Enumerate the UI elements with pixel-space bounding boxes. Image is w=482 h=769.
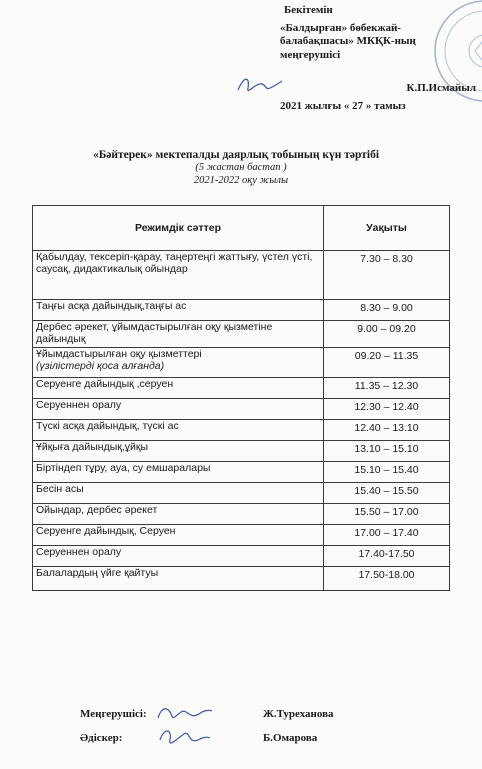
table-row <box>33 546 450 567</box>
signature-name-2: Б.Омарова <box>263 732 318 744</box>
time-cell: 11.35 – 12.30 <box>324 378 450 399</box>
director-signature-icon <box>234 72 284 98</box>
table-row <box>33 300 450 321</box>
time-cell: 12.40 – 13.10 <box>324 420 450 441</box>
time-cell: 09.20 – 11.35 <box>324 348 450 378</box>
time-cell: 17.50-18.00 <box>324 567 450 591</box>
column-header-activity: Режимдік сәттер <box>33 206 324 251</box>
activity-text: Серуеннен оралу <box>36 546 122 558</box>
activity-text: Серуенге дайындық, Серуен <box>36 525 176 537</box>
document-heading <box>0 148 482 187</box>
approval-date: 2021 жылғы « 27 » тамыз <box>280 100 406 112</box>
activity-cell <box>33 441 324 462</box>
approval-line-2: «Балдырған» бөбекжай- <box>280 21 401 34</box>
document-title: «Бәйтерек» мектепалды даярлық тобының күн тәртібі <box>92 149 380 161</box>
schedule-body <box>33 251 450 591</box>
table-row <box>33 378 450 399</box>
approval-line-1: Бекітемін <box>284 4 333 16</box>
table-row <box>33 321 450 348</box>
activity-cell <box>33 378 324 399</box>
activity-text: Ұйымдастырылған оқу қызметтері <box>36 348 202 360</box>
signature-row-1 <box>80 708 400 732</box>
time-cell: 17.40-17.50 <box>324 546 450 567</box>
signature-name-1: Ж.Туреханова <box>263 708 334 720</box>
time-cell: 13.10 – 15.10 <box>324 441 450 462</box>
table-row <box>33 420 450 441</box>
table-row <box>33 399 450 420</box>
activity-cell <box>33 567 324 591</box>
table-row <box>33 348 450 378</box>
activity-cell <box>33 399 324 420</box>
activity-text: Қабылдау, тексеріп-қарау, таңертеңгі жаттығу, үстел үсті, саусақ, дидактикалық ойындар <box>36 251 313 275</box>
table-row <box>33 504 450 525</box>
table-row <box>33 441 450 462</box>
activity-cell <box>33 525 324 546</box>
age-subtitle: (5 жастан бастап ) <box>195 162 287 173</box>
time-cell: 17.00 – 17.40 <box>324 525 450 546</box>
signature-2-icon <box>154 726 214 750</box>
activity-cell <box>33 348 324 378</box>
signatures-footer <box>80 708 400 756</box>
time-cell: 15.40 – 15.50 <box>324 483 450 504</box>
activity-note: (үзілістерді қоса алғанда) <box>36 360 165 372</box>
activity-text: Дербес әрекет, ұйымдастырылған оқу қызметіне дайындық <box>36 321 273 345</box>
activity-cell <box>33 300 324 321</box>
column-header-time: Уақыты <box>324 206 450 251</box>
activity-cell <box>33 483 324 504</box>
table-row <box>33 483 450 504</box>
table-header-row <box>33 206 450 251</box>
approval-block <box>280 4 478 112</box>
activity-cell <box>33 420 324 441</box>
time-cell: 15.10 – 15.40 <box>324 462 450 483</box>
schedule-table <box>32 205 450 591</box>
activity-cell <box>33 504 324 525</box>
table-row <box>33 567 450 591</box>
signature-role-2: Әдіскер: <box>80 732 123 744</box>
activity-text: Ұйқыға дайындық,ұйқы <box>36 441 149 453</box>
time-cell: 12.30 – 12.40 <box>324 399 450 420</box>
time-cell: 7.30 – 8.30 <box>324 251 450 300</box>
activity-text: Түскі асқа дайындық, түскі ас <box>36 420 179 432</box>
approval-line-4: меңгерушісі <box>280 48 341 61</box>
activity-text: Бесін асы <box>36 483 84 495</box>
activity-text: Біртіндеп тұру, ауа, су емшаралары <box>36 462 211 474</box>
activity-cell <box>33 546 324 567</box>
table-row <box>33 462 450 483</box>
signature-1-icon <box>154 702 214 726</box>
activity-text: Ойындар, дербес әрекет <box>36 504 158 516</box>
approver-name: К.П.Исмайыл <box>406 82 476 94</box>
year-subtitle: 2021-2022 оқу жылы <box>193 174 289 186</box>
activity-text: Серуенге дайындық ,серуен <box>36 378 174 390</box>
activity-text: Серуеннен оралу <box>36 399 122 411</box>
activity-cell <box>33 251 324 300</box>
activity-cell <box>33 462 324 483</box>
signature-row-2 <box>80 732 400 756</box>
approval-line-3: балабақшасы» МКҚК-ның <box>280 35 416 47</box>
table-row <box>33 525 450 546</box>
time-cell: 8.30 – 9.00 <box>324 300 450 321</box>
activity-text: Балалардың үйге қайтуы <box>36 567 159 579</box>
table-row <box>33 251 450 300</box>
signature-role-1: Меңгерушісі: <box>80 708 147 720</box>
activity-text: Таңғы асқа дайындық,таңғы ас <box>36 300 187 312</box>
activity-cell <box>33 321 324 348</box>
time-cell: 15.50 – 17.00 <box>324 504 450 525</box>
time-cell: 9.00 – 09.20 <box>324 321 450 348</box>
